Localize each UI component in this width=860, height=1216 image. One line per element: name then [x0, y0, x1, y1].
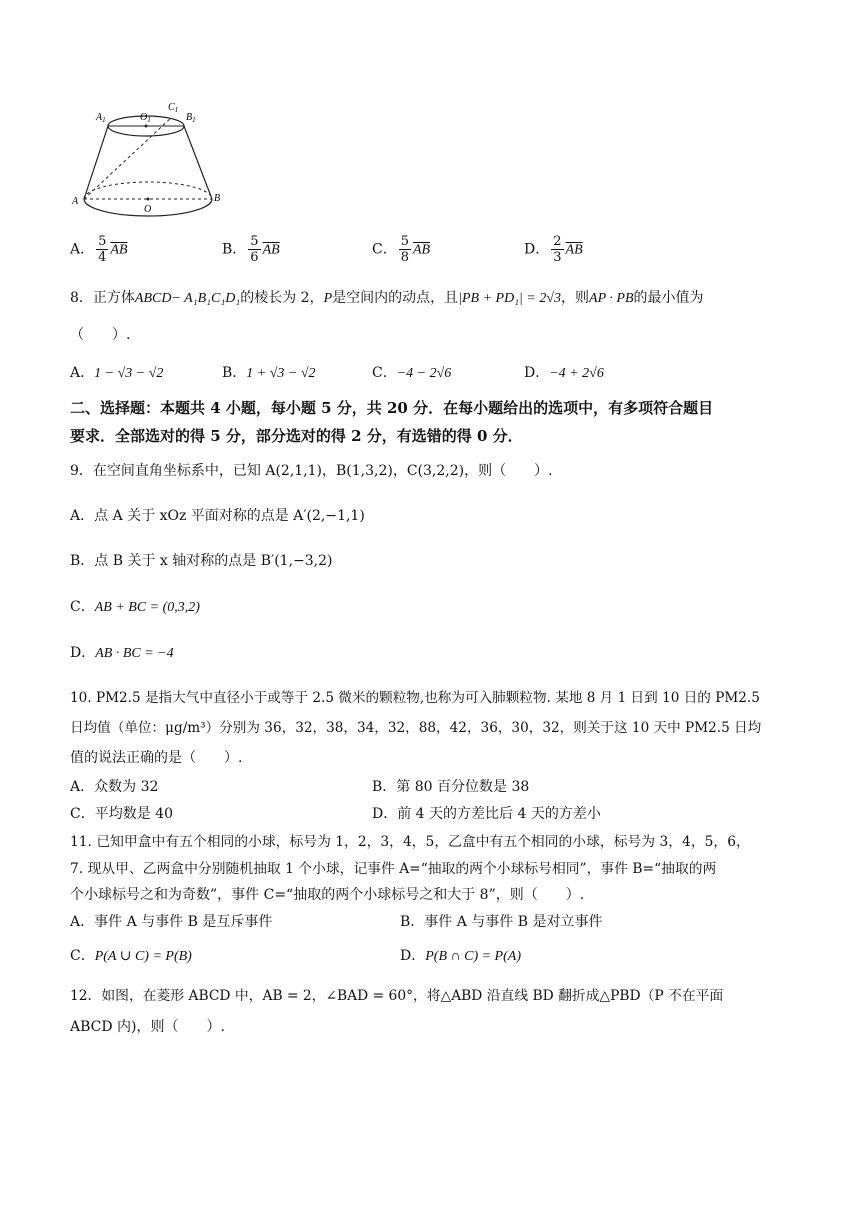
point-o1 [145, 125, 148, 128]
q7-option-d: D． $\frac{2}{3}$ $\overline{AB}$ [524, 234, 583, 265]
label-a1: $A_1$ [96, 112, 106, 124]
left-side [84, 126, 108, 199]
frustum-figure [66, 96, 226, 226]
q9-option-a: A．点 A 关于 xOz 平面对称的点是 A′(2,−1,1) [70, 508, 365, 524]
q11-option-b: B．事件 A 与事件 B 是对立事件 [400, 914, 603, 930]
q11-option-d: D．P(B ∩ C) = P(A) [400, 948, 521, 964]
q8-option-b: B．1 + √3 − √2 [222, 365, 316, 381]
q9-option-d: D．AB · BC = −4 [70, 645, 174, 661]
q11-option-c: C．P(A ∪ C) = P(B) [70, 948, 192, 964]
q10-line1: 10. PM2.5 是指大气中直径小于或等于 2.5 微米的颗粒物,也称为可入肺颗粒物. 某地 8 月 1 日到 10 日的 PM2.5 [70, 690, 760, 706]
right-side [184, 126, 212, 199]
label-c1: $C_1$ [168, 102, 179, 114]
q12-line2: ABCD 内)，则（ ）. [70, 1019, 225, 1035]
q7-option-c: C． $\frac{5}{8}$ $\overline{AB}$ [372, 234, 431, 265]
q9-option-c: C．AB + BC = (0,3,2) [70, 599, 200, 615]
q11-line1: 11. 已知甲盒中有五个相同的小球，标号为 1，2，3，4，5，乙盒中有五个相同的小球，标号为 3，4，5，6， [70, 834, 750, 850]
q8-option-c: C．−4 − 2√6 [372, 365, 452, 381]
label-a: A [72, 196, 79, 207]
q10-line2: 日均值（单位：μg/m³）分别为 36，32，38，34，32，88，42，36，30，32，则关于这 10 天中 PM2.5 日均 [70, 720, 762, 736]
section2-line1: 二、选择题：本题共 4 小题，每小题 5 分，共 20 分．在每小题给出的选项中，有多项符合题目 [70, 399, 714, 417]
q7-option-b: B． $\frac{5}{6}$ $\overline{AB}$ [222, 234, 280, 265]
section2-line2: 要求．全部选对的得 5 分，部分选对的得 2 分，有选错的得 0 分． [70, 427, 523, 445]
q10-option-b: B．第 80 百分位数是 38 [372, 779, 530, 795]
q10-option-a: A．众数为 32 [70, 779, 159, 795]
q12-line1: 12．如图，在菱形 ABCD 中，AB = 2，∠BAD = 60°，将△ABD 沿直线 BD 翻折成△PBD（P 不在平面 [70, 988, 724, 1004]
label-b: B [214, 193, 221, 204]
point-o [147, 198, 150, 201]
q10-line3: 值的说法正确的是（ ）. [70, 750, 243, 766]
q10-option-d: D．前 4 天的方差比后 4 天的方差小 [372, 806, 601, 822]
q8-option-d: D．−4 + 2√6 [524, 365, 604, 381]
q8-paren: （ ）. [70, 327, 131, 343]
q8-option-a: A．1 − √3 − √2 [70, 365, 164, 381]
label-o1: $O_1$ [140, 112, 151, 124]
q11-option-a: A．事件 A 与事件 B 是互斥事件 [70, 914, 273, 930]
label-o: O [144, 204, 152, 215]
q7-option-a: A． $\frac{5}{4}$ $\overline{AB}$ [70, 234, 128, 265]
q9-option-b: B．点 B 关于 x 轴对称的点是 B′(1,−3,2) [70, 553, 333, 569]
q9-stem: 9．在空间直角坐标系中，已知 A(2,1,1)，B(1,3,2)，C(3,2,2)，则（ ）. [70, 463, 553, 479]
bottom-ellipse-back [84, 182, 212, 199]
q11-line2: 7. 现从甲、乙两盒中分别随机抽取 1 个小球，记事件 A=“抽取的两个小球标号相同”，事件 B=“抽取的两 [70, 861, 717, 877]
label-b1: $B_1$ [186, 112, 196, 124]
q10-option-c: C．平均数是 40 [70, 806, 173, 822]
q8-stem: 8．正方体ABCD− A₁B₁C₁D₁的棱长为 2，P是空间内的动点，且|PB + PD₁| = 2√3，则AP · PB的最小值为 [70, 290, 704, 306]
q11-line3: 个小球标号之和为奇数”，事件 C=“抽取的两个小球标号之和大于 8”，则（ ）. [70, 887, 585, 903]
